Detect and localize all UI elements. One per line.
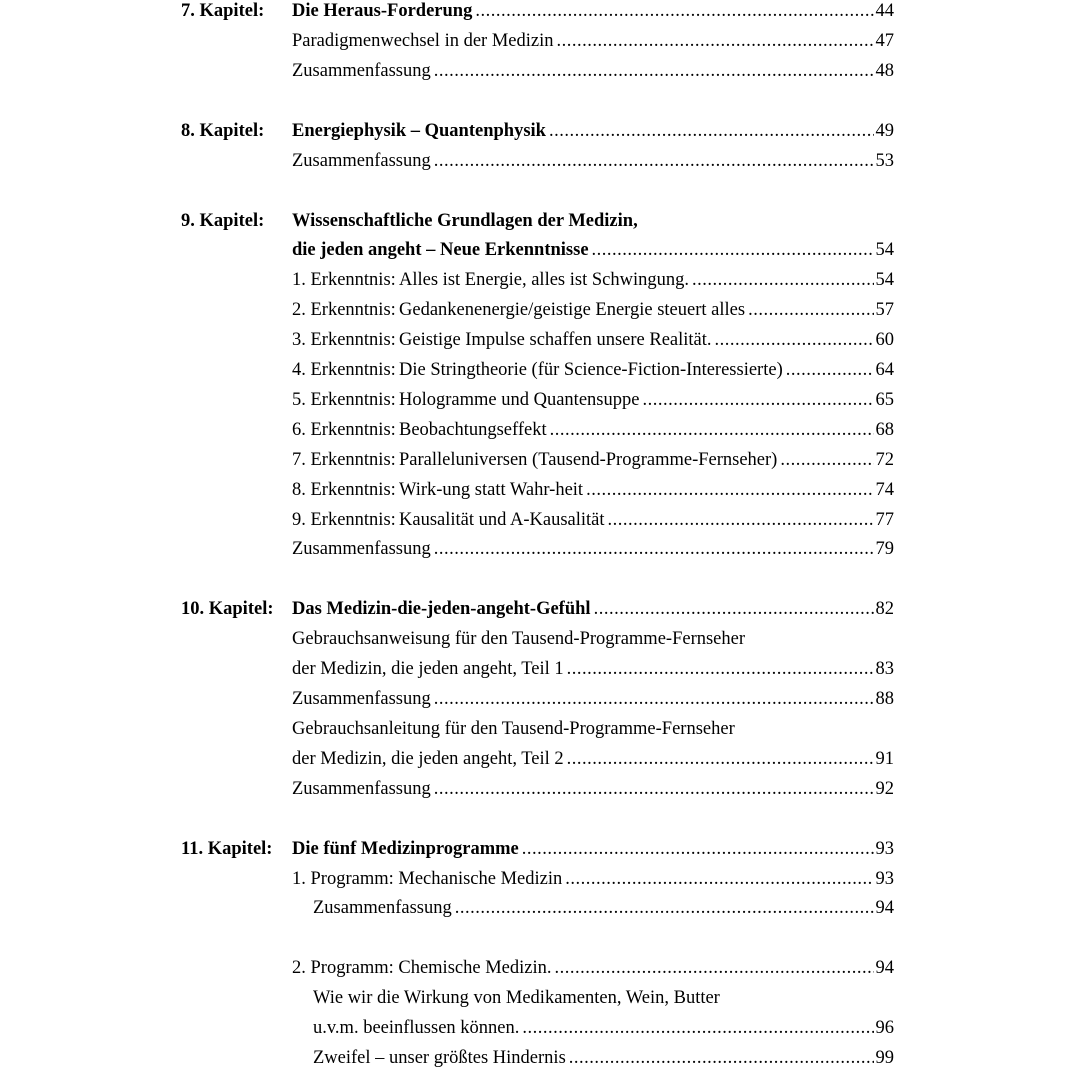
dot-leader [434, 684, 874, 714]
entry-title [292, 475, 583, 505]
toc-line [0, 534, 1073, 564]
toc-entry[interactable] [292, 594, 894, 624]
entry-title [292, 56, 431, 86]
entry-title-text: Die fünf Medizinprogramme [292, 838, 519, 859]
toc-line [0, 774, 1073, 804]
toc-line [0, 325, 1073, 355]
entry-title [292, 505, 605, 535]
toc-entry[interactable] [292, 445, 894, 475]
toc-entry[interactable] [292, 534, 894, 564]
toc-line [0, 385, 1073, 415]
dot-leader [748, 295, 874, 325]
page-number: 68 [875, 419, 894, 440]
toc-line [0, 0, 1073, 26]
dot-leader [780, 445, 874, 475]
toc-line [0, 744, 1073, 774]
entry-title-text: Hologramme und Quantensuppe [399, 389, 640, 410]
entry-title [313, 1013, 519, 1043]
entry-title-text: Paradigmenwechsel in der Medizin [292, 30, 554, 51]
finding-number: 5. Erkenntnis: [292, 389, 396, 410]
entry-title-text: Zusammenfassung [292, 150, 431, 171]
entry-title-text: Die Heraus-Forderung [292, 1, 473, 21]
toc-entry[interactable] [292, 864, 894, 894]
dot-leader [594, 594, 874, 624]
entry-title [292, 206, 638, 236]
toc-line [0, 654, 1073, 684]
toc-line [0, 505, 1073, 535]
page-number: 92 [875, 778, 894, 799]
toc-entry[interactable] [292, 475, 894, 505]
entry-title-text: Wie wir die Wirkung von Medikamenten, Wein, Butter [313, 988, 720, 1009]
page-number: 83 [875, 659, 894, 680]
entry-title-text: Zusammenfassung [292, 689, 431, 709]
dot-leader [567, 744, 874, 774]
toc-entry[interactable] [292, 325, 894, 355]
entry-title-text: die jeden angeht – Neue Erkenntnisse [292, 240, 589, 261]
entry-title [292, 26, 553, 56]
entry-title-text: Kausalität und A-Kausalität [399, 509, 605, 530]
entry-title-text: Zusammenfassung [313, 898, 452, 919]
entry-title [292, 594, 591, 624]
entry-title-text: Zweifel – unser größtes Hindernis [313, 1048, 566, 1068]
toc-line [0, 116, 1073, 146]
dot-leader [556, 26, 874, 56]
toc-line [0, 295, 1073, 325]
dot-leader [786, 355, 874, 385]
page-number: 99 [875, 1048, 894, 1068]
entry-title [292, 684, 431, 714]
toc-line [0, 445, 1073, 475]
page-number: 64 [875, 360, 894, 380]
entry-title [292, 325, 712, 355]
toc-entry[interactable] [292, 265, 894, 295]
page-number: 57 [875, 300, 894, 321]
entry-title-text: Beobachtungseffekt [399, 419, 547, 440]
chapter-label: 9. Kapitel: [181, 210, 265, 231]
entry-title-text: Geistige Impulse schaffen unsere Realität. [399, 330, 712, 351]
entry-title [292, 235, 589, 265]
toc-line [0, 26, 1073, 56]
toc-line [0, 953, 1073, 983]
toc-entry[interactable] [292, 295, 894, 325]
toc-entry[interactable] [292, 654, 894, 684]
entry-title-text: u.v.m. beeinflussen können. [313, 1018, 520, 1039]
page-number: 93 [875, 838, 894, 859]
entry-title [292, 744, 564, 774]
dot-leader [642, 385, 874, 415]
chapter-label: 7. Kapitel: [181, 1, 265, 21]
entry-title [292, 714, 735, 744]
toc-entry[interactable] [313, 1043, 894, 1073]
dot-leader [434, 56, 874, 86]
page-number: 53 [875, 150, 894, 171]
toc-line [0, 684, 1073, 714]
toc-entry[interactable] [313, 893, 894, 923]
toc-line [0, 415, 1073, 445]
finding-number: 7. Erkenntnis: [292, 449, 396, 470]
entry-title-text: Paralleluniversen (Tausend-Programme-Fernseher) [399, 449, 778, 470]
toc-entry[interactable] [292, 56, 894, 86]
entry-title [313, 1043, 566, 1073]
finding-number: 4. Erkenntnis: [292, 360, 396, 380]
entry-title [292, 355, 783, 385]
page-number: 48 [875, 60, 894, 81]
dot-leader [522, 834, 874, 864]
chapter-label: 11. Kapitel: [181, 838, 273, 859]
finding-number: 9. Erkenntnis: [292, 509, 396, 530]
entry-title-text: Die Stringtheorie (für Science-Fiction-Interessierte) [399, 360, 783, 380]
dot-leader [455, 893, 874, 923]
entry-title [292, 864, 562, 894]
dot-leader [565, 864, 874, 894]
entry-title-text: Wissenschaftliche Grundlagen der Medizin, [292, 210, 638, 231]
entry-title [292, 295, 745, 325]
entry-title-text: Gebrauchsanweisung für den Tausend-Programme-Fernseher [292, 629, 746, 650]
toc-entry[interactable] [292, 116, 894, 146]
toc-entry[interactable] [292, 0, 894, 26]
entry-title-text: Gedankenenergie/geistige Energie steuert alles [399, 300, 746, 321]
toc-entry[interactable] [292, 415, 894, 445]
toc-line [0, 235, 1073, 265]
toc-line [0, 355, 1073, 385]
toc-entry[interactable] [313, 983, 720, 1013]
page-number: 82 [875, 599, 894, 620]
toc-entry[interactable] [292, 385, 894, 415]
entry-title [292, 385, 639, 415]
dot-leader [569, 1043, 874, 1073]
entry-title [292, 774, 431, 804]
dot-leader [692, 265, 874, 295]
page-number: 96 [875, 1018, 894, 1039]
entry-title-text: Zusammenfassung [292, 539, 431, 560]
toc-line [0, 864, 1073, 894]
page-number: 54 [875, 240, 894, 261]
entry-title [292, 624, 745, 654]
toc-entry[interactable] [292, 744, 894, 774]
finding-number: 1. Erkenntnis: [292, 270, 396, 291]
toc-line [0, 714, 1073, 744]
toc-entry[interactable] [292, 624, 745, 654]
chapter-label: 10. Kapitel: [181, 599, 274, 620]
page-number: 91 [875, 748, 894, 769]
page-number: 47 [875, 30, 894, 51]
dot-leader [567, 654, 874, 684]
finding-number: 2. Erkenntnis: [292, 300, 396, 321]
entry-title-text: 1. Programm: Mechanische Medizin [292, 868, 563, 889]
entry-title [292, 146, 431, 176]
toc-entry[interactable] [313, 1013, 894, 1043]
page-number: 77 [875, 509, 894, 530]
entry-title [292, 534, 431, 564]
page-number: 94 [875, 898, 894, 919]
toc-line [0, 1043, 1073, 1073]
toc-line [0, 594, 1073, 624]
toc-line [0, 475, 1073, 505]
dot-leader [522, 1013, 874, 1043]
entry-title [313, 983, 720, 1013]
entry-title-text: Zusammenfassung [292, 60, 431, 81]
entry-title-text: Gebrauchsanleitung für den Tausend-Programme-Fernseher [292, 718, 735, 739]
entry-title [292, 953, 551, 983]
entry-title [292, 445, 777, 475]
toc-line [0, 146, 1073, 176]
dot-leader [434, 774, 874, 804]
dot-leader [608, 505, 874, 535]
page-number: 74 [875, 479, 894, 500]
toc-entry[interactable] [292, 774, 894, 804]
toc-entry[interactable] [292, 26, 894, 56]
chapter-label: 8. Kapitel: [181, 120, 265, 141]
dot-leader [715, 325, 874, 355]
entry-title-text: Das Medizin-die-jeden-angeht-Gefühl [292, 599, 591, 620]
toc-line [0, 206, 1073, 236]
dot-leader [434, 534, 874, 564]
page-number: 49 [875, 120, 894, 141]
entry-title-text: Alles ist Energie, alles ist Schwingung. [399, 270, 689, 291]
entry-title [292, 654, 564, 684]
finding-number: 6. Erkenntnis: [292, 419, 396, 440]
toc-line [0, 834, 1073, 864]
toc-entry[interactable] [292, 505, 894, 535]
page-number: 79 [875, 539, 894, 560]
dot-leader [434, 146, 874, 176]
entry-title [313, 893, 452, 923]
page-number: 88 [875, 689, 894, 709]
toc-entry[interactable] [292, 355, 894, 385]
toc-entry[interactable] [292, 235, 894, 265]
page-number: 60 [875, 330, 894, 351]
toc-line [0, 265, 1073, 295]
toc-line [0, 56, 1073, 86]
entry-title [292, 116, 546, 146]
toc-line [0, 983, 1073, 1013]
toc-line [0, 1013, 1073, 1043]
page-number: 44 [875, 1, 894, 21]
entry-title-text: der Medizin, die jeden angeht, Teil 1 [292, 659, 564, 680]
page-number: 54 [875, 270, 894, 291]
page-number: 94 [875, 958, 894, 979]
entry-title-text: 2. Programm: Chemische Medizin. [292, 958, 552, 979]
dot-leader [475, 0, 874, 26]
entry-title [292, 834, 519, 864]
entry-title-text: Wirk-ung statt Wahr-heit [399, 479, 584, 500]
toc-line [0, 893, 1073, 923]
toc-entry[interactable] [292, 953, 894, 983]
entry-title [292, 0, 472, 26]
toc-entry[interactable] [292, 146, 894, 176]
page-number: 65 [875, 389, 894, 410]
finding-number: 8. Erkenntnis: [292, 479, 396, 500]
entry-title-text: Zusammenfassung [292, 778, 431, 799]
entry-title-text: der Medizin, die jeden angeht, Teil 2 [292, 748, 564, 769]
finding-number: 3. Erkenntnis: [292, 330, 396, 351]
page-number: 72 [875, 449, 894, 470]
entry-title [292, 265, 689, 295]
toc-line [0, 624, 1073, 654]
dot-leader [592, 235, 874, 265]
dot-leader [550, 415, 874, 445]
toc-entry[interactable] [292, 834, 894, 864]
toc-entry[interactable] [292, 714, 735, 744]
toc-entry[interactable] [292, 684, 894, 714]
toc-entry[interactable] [292, 206, 638, 236]
dot-leader [554, 953, 874, 983]
dot-leader [549, 116, 874, 146]
dot-leader [586, 475, 874, 505]
entry-title-text: Energiephysik – Quantenphysik [292, 120, 546, 141]
page-number: 93 [875, 868, 894, 889]
entry-title [292, 415, 547, 445]
